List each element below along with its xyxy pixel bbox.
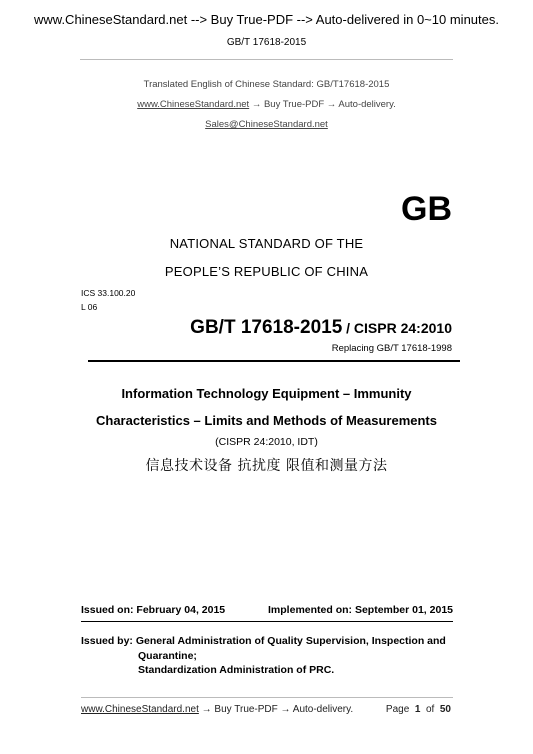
- email-link[interactable]: Sales@ChineseStandard.net: [205, 119, 328, 130]
- title-line1: Information Technology Equipment – Immunity: [121, 386, 412, 401]
- implemented-date: Implemented on: September 01, 2015: [268, 604, 453, 616]
- email-line: [0, 119, 533, 130]
- issuer-line3: Standardization Administration of PRC.: [138, 664, 335, 676]
- title-line2: Characteristics – Limits and Methods of Measurements: [96, 413, 437, 428]
- replacing-note: Replacing GB/T 17618-1998: [331, 343, 452, 354]
- standard-number: GB/T 17618-2015: [190, 317, 343, 338]
- page-number: 1: [414, 704, 421, 715]
- issuer-line2: Quarantine;: [138, 649, 197, 662]
- header-divider: [80, 59, 453, 60]
- issued-date: Issued on: February 04, 2015: [81, 604, 226, 616]
- page-total: 50: [439, 704, 451, 715]
- idt-note: (CISPR 24:2010, IDT): [215, 436, 318, 448]
- chinese-title: 信息技术设备 抗扰度 限值和测量方法: [145, 458, 388, 474]
- header-doc-code: GB/T 17618-2015: [226, 37, 307, 48]
- l-code: L 06: [81, 302, 98, 312]
- equivalent-standard: / CISPR 24:2010: [342, 320, 452, 336]
- footer-buy-text: → Buy True-PDF → Auto-delivery.: [198, 704, 354, 715]
- main-divider: [88, 360, 460, 362]
- standard-code: [190, 317, 452, 339]
- buy-text: → Buy True-PDF → Auto-delivery.: [249, 99, 396, 110]
- site-link[interactable]: www.ChineseStandard.net: [137, 99, 250, 110]
- of-label: of: [425, 704, 435, 715]
- issuer-line1: Issued by: General Administration of Quality Supervision, Inspection and: [81, 635, 446, 647]
- header-promo-line: www.ChineseStandard.net --> Buy True-PDF --> Auto-delivered in 0~10 minutes.: [34, 12, 499, 27]
- footer-site-link[interactable]: www.ChineseStandard.net: [81, 704, 199, 715]
- page-label: Page: [385, 704, 410, 715]
- national-standard-line1: NATIONAL STANDARD OF THE: [169, 236, 364, 251]
- page-indicator: [386, 704, 451, 715]
- translation-site-line: [0, 99, 533, 110]
- national-standard-line2: PEOPLE’S REPUBLIC OF CHINA: [164, 264, 369, 279]
- issue-divider: [81, 621, 453, 622]
- footer-divider: [81, 697, 453, 698]
- ics-code: ICS 33.100.20: [81, 288, 136, 298]
- translation-note: Translated English of Chinese Standard: GB/T17618-2015: [143, 79, 390, 90]
- gb-logo: GB: [401, 190, 452, 228]
- issuer-block: [81, 634, 446, 678]
- footer-site-line: [81, 704, 353, 715]
